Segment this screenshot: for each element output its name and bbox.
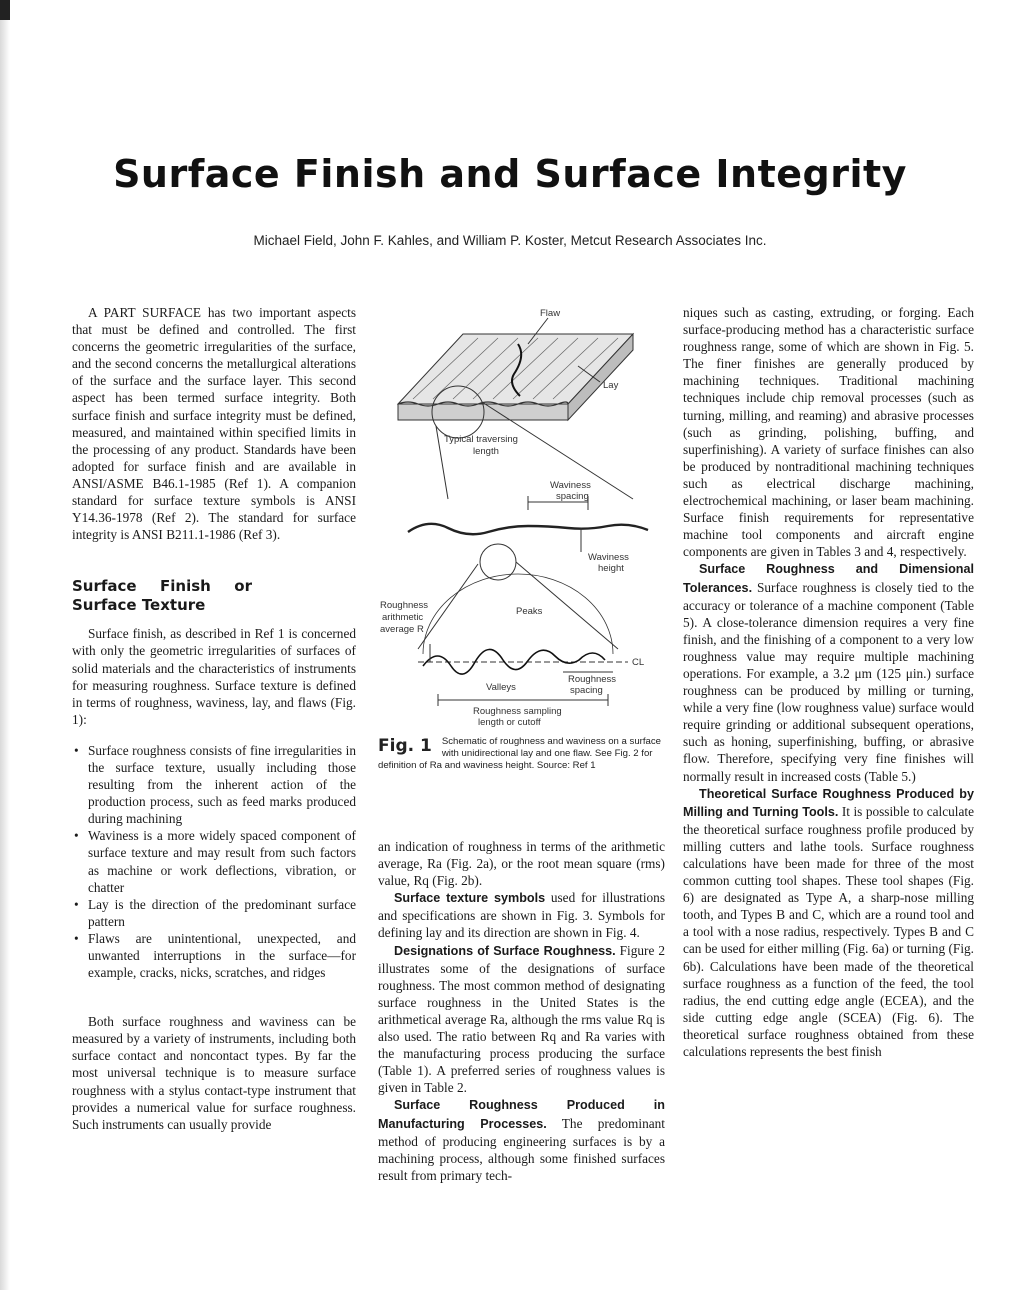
designations-text: Figure 2 illustrates some of the designations of surface roughness. The most common method of designating surface roughness in the United States is the arithmetical average Ra, although the rms value Rq is also used. The ratio between Rq and Ra varies with the manufacturing process producing the surface (Table 1). A preferred series of roughness values is given in Table 2.	[378, 942, 666, 1096]
run-in-head-designations: Designations of Surface Roughness.	[394, 943, 616, 958]
label-waviness-spacing-2: spacing	[556, 491, 589, 502]
article-title: Surface Finish and Surface Integrity	[113, 152, 907, 196]
tolerances-paragraph	[683, 560, 974, 784]
label-cutoff-1: Roughness sampling	[473, 706, 562, 717]
theoretical-paragraph	[683, 785, 974, 1061]
block-top-face	[398, 334, 633, 404]
label-waviness-height-2: height	[598, 563, 624, 574]
label-cutoff-2: length or cutoff	[478, 717, 541, 728]
surface-texture-list	[72, 742, 356, 981]
text-column-right	[683, 304, 974, 1060]
label-roughness-avg-3: average R	[380, 624, 424, 635]
list-item	[72, 896, 356, 930]
label-traversing-1: Typical traversing	[444, 434, 518, 445]
label-roughness-avg-1: Roughness	[380, 600, 429, 611]
list-item-text: Waviness is a more widely spaced component of surface texture and may result from such factors as machine or work deflections, vibration, or chatter	[88, 828, 356, 895]
list-item	[72, 930, 356, 981]
label-lay: Lay	[603, 380, 619, 391]
run-in-head-symbols: Surface texture symbols	[394, 891, 546, 906]
bullet-icon: •	[74, 896, 79, 912]
manufacturing-paragraph	[378, 1096, 665, 1183]
bullet-icon: •	[74, 742, 79, 758]
run-in-head-manufacturing: Surface Roughness Produced in Manufacturing Processes.	[378, 1098, 665, 1131]
label-roughness-spacing-2: spacing	[570, 685, 603, 696]
section-heading-surface-finish: Surface Finish or Surface Texture	[72, 577, 252, 615]
figure-1-caption	[378, 736, 668, 772]
author-line: Michael Field, John F. Kahles, and William P. Koster, Metcut Research Associates Inc.	[253, 233, 767, 248]
run-in-head-tolerances: Surface Roughness and Dimensional Tolerances.	[683, 562, 974, 595]
symbols-paragraph	[378, 889, 665, 941]
processes-paragraph: niques such as casting, extruding, or forging. Each surface-producing method has a characteristic surface roughness range, some of which are shown in Fig. 5. The finer finishes are generally produced by machining techniques. Traditional machining techniques include chip removal processes (such as turning, milling, and reaming) and abrasive processes (such as grinding, polishing, buffing, and superfinishing). A variety of surface finishes can also be produced by nontraditional machining techniques such as electrical discharge machining, electrochemical machining, or laser beam machining. Surface finish requirements for representative machine tool components and aircraft engine components are given in Tables 3 and 4, respectively.	[683, 305, 974, 560]
label-waviness-spacing-1: Waviness	[550, 480, 591, 491]
bullet-icon: •	[74, 930, 79, 946]
label-traversing-2: length	[473, 446, 499, 457]
manufacturing-text: The predominant method of producing engineering surfaces is by a machining process, although some finished surfaces result from primary tech-	[378, 1115, 665, 1183]
figure-number: Fig. 1	[378, 736, 432, 756]
label-peaks: Peaks	[516, 606, 543, 617]
label-roughness-spacing-1: Roughness	[568, 674, 617, 685]
label-flaw: Flaw	[540, 308, 561, 319]
intro-paragraph: A PART SURFACE has two important aspects that must be defined and controlled. The first concerns the geometric irregularities of the surface, and the second concerns the metallurgical alterations of the surface and the surface layer. This second aspect has been termed surface integrity. Both surface finish and surface integrity must be defined, measured, and maintained within specified limits in the processing of any product. Standards have been adopted for surface finish and are available in ANSI/ASME B46.1-1985 (Ref 1). A companion standard for surface texture symbols is ANSI Y14.36-1978 (Ref 2). The standard for surface integrity is ANSI B211.1-1986 (Ref 3).	[72, 305, 356, 543]
text-column-left	[72, 304, 356, 1133]
figure-1-diagram	[378, 304, 668, 794]
symbols-text: used for illustrations and specifications are shown in Fig. 3. Symbols for defining lay and its direction are shown in Fig. 4.	[378, 890, 666, 941]
surface-finish-paragraph: Surface finish, as described in Ref 1 is concerned with only the geometric irregularities of surfaces of solid materials and the characteristics of instruments for measuring roughness. Surface texture is defined in terms of roughness, waviness, lay, and flaws (Fig. 1):	[72, 626, 356, 727]
tolerances-text: Surface roughness is closely tied to the accuracy or tolerance of a machine component (Table 5). A close-tolerance dimension requires a very fine finish, and the finishing of a component to a very low roughness value may require multiple machining operations. For example, a 3.2 μm (125 μin.) surface roughness can be produced by milling or turning, while a very fine (low roughness value) surface would require grinding or additional subsequent operations, such as honing, superfinishing, buffing, or abrasive flow. Therefore, specifying very fine finishes will normally result in increased costs (Table 5.)	[683, 579, 974, 784]
text-column-middle	[378, 838, 665, 1184]
waviness-profile	[408, 524, 648, 534]
list-item-text: Flaws are unintentional, unexpected, and unwanted interruptions in the surface—for example, cracks, nicks, scratches, and ridges	[88, 930, 356, 981]
list-item-text: Lay is the direction of the predominant surface pattern	[88, 896, 356, 929]
run-in-head-theoretical: Theoretical Surface Roughness Produced by Milling and Turning Tools.	[683, 786, 974, 819]
list-item	[72, 742, 356, 827]
list-item	[72, 827, 356, 895]
designations-paragraph	[378, 942, 665, 1097]
list-item-text: Surface roughness consists of fine irregularities in the surface texture, usually including those resulting from the inherent action of the production process, such as feed marks produced during machining	[88, 742, 356, 827]
label-waviness-height-1: Waviness	[588, 552, 629, 563]
bullet-icon: •	[74, 828, 79, 844]
page-corner-mark	[0, 0, 10, 20]
theoretical-text: It is possible to calculate the theoretical surface roughness profile produced by milling cutters and lathe tools. Surface roughness calculations have been made for three of the most common cutting tool shapes. These tool shapes (Fig. 6) are designated as Type A, a sharp-nose milling tooth, and Types B and C, which are a round tool and a tool with a nose radius, respectively. Types B and C can be used for either milling (Fig. 6a) or turning (Fig. 6b). Calculations have been made of the theoretical surface roughness as a function of the feed, the tool radius, the end cutting edge angle (ECEA), and the side cutting edge angle (SCEA) (Fig. 6). The theoretical surface roughness obtained from these calculations represents the best finish	[683, 803, 974, 1060]
surface-texture-schematic	[378, 304, 668, 734]
roughness-average-paragraph: an indication of roughness in terms of the arithmetic average, Ra (Fig. 2a), or the root mean square (rms) value, Rq (Fig. 2b).	[378, 839, 665, 889]
measurement-paragraph: Both surface roughness and waviness can be measured by a variety of instruments, including both surface contact and noncontact types. By far the most universal technique is to measure surface roughness with a stylus contact-type instrument that provides a numerical value for surface roughness. Such instruments can usually provide	[72, 1014, 356, 1132]
figure-caption-text: Schematic of roughness and waviness on a surface with unidirectional lay and one flaw. See Fig. 2 for definition of Ra and waviness height. Source: Ref 1	[378, 736, 662, 771]
label-valleys: Valleys	[486, 682, 516, 693]
label-roughness-avg-2: arithmetic	[382, 612, 424, 623]
label-centerline: CL	[632, 657, 645, 668]
